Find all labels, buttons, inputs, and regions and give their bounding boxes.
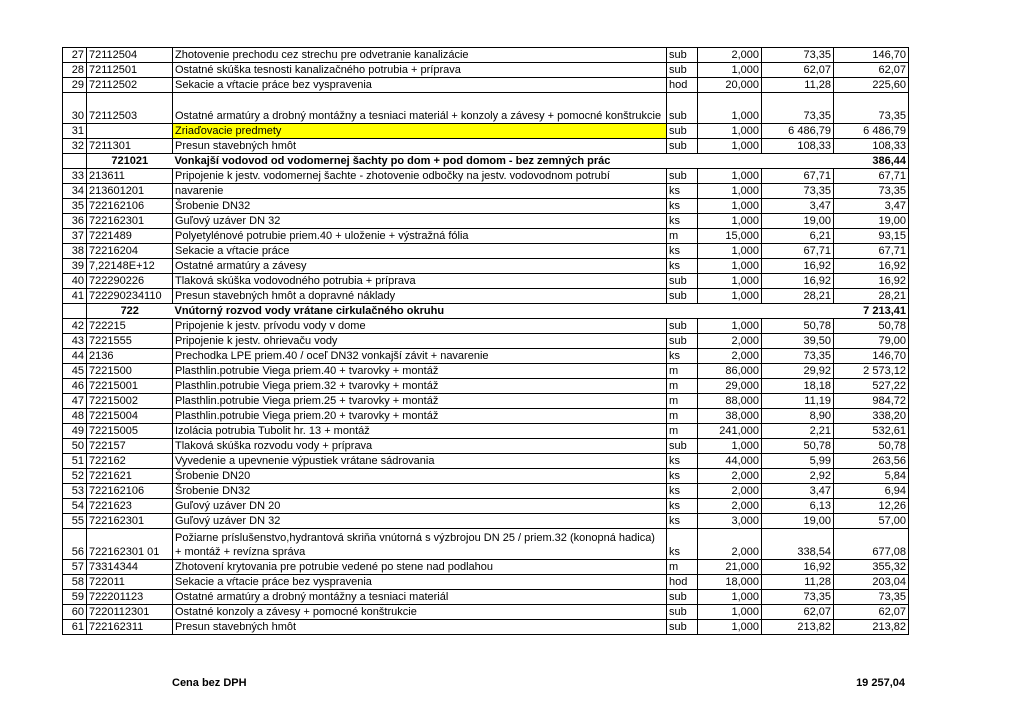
row-index: 29 (63, 78, 87, 93)
row-index: 50 (63, 439, 87, 454)
section-unit (667, 304, 698, 319)
row-index: 56 (63, 529, 87, 560)
item-unit-price: 8,90 (762, 409, 834, 424)
table-row (63, 349, 909, 364)
item-unit-price: 67,71 (762, 169, 834, 184)
table-row (63, 334, 909, 349)
item-unit: sub (667, 605, 698, 620)
section-row (63, 154, 909, 169)
item-unit: m (667, 409, 698, 424)
table-row (63, 560, 909, 575)
item-total: 203,04 (834, 575, 909, 590)
section-code: 721021 (87, 154, 173, 169)
item-quantity: 1,000 (698, 199, 762, 214)
item-unit: ks (667, 244, 698, 259)
row-index: 57 (63, 560, 87, 575)
item-quantity: 2,000 (698, 334, 762, 349)
item-quantity: 1,000 (698, 605, 762, 620)
row-index: 32 (63, 139, 87, 154)
item-unit-price: 2,92 (762, 469, 834, 484)
table-row (63, 605, 909, 620)
item-quantity: 1,000 (698, 139, 762, 154)
item-unit: ks (667, 184, 698, 199)
item-quantity: 241,000 (698, 424, 762, 439)
item-description: Šrobenie DN32 (173, 484, 667, 499)
item-quantity: 1,000 (698, 184, 762, 199)
item-quantity: 2,000 (698, 499, 762, 514)
item-unit-price: 39,50 (762, 334, 834, 349)
item-unit: sub (667, 48, 698, 63)
item-unit-price: 50,78 (762, 439, 834, 454)
section-title: Vnútorný rozvod vody vrátane cirkulačného okruhu (173, 304, 667, 319)
row-index: 41 (63, 289, 87, 304)
section-code: 722 (87, 304, 173, 319)
table-row (63, 424, 909, 439)
row-index: 46 (63, 379, 87, 394)
row-index: 38 (63, 244, 87, 259)
item-total: 73,35 (834, 184, 909, 199)
table-row (63, 63, 909, 78)
row-index: 27 (63, 48, 87, 63)
item-quantity: 20,000 (698, 78, 762, 93)
row-index: 37 (63, 229, 87, 244)
item-description: Šrobenie DN32 (173, 199, 667, 214)
item-description: navarenie (173, 184, 667, 199)
item-description: Zhotovení krytovania pre potrubie vedené po stene nad podlahou (173, 560, 667, 575)
item-total: 67,71 (834, 244, 909, 259)
table-row (63, 319, 909, 334)
item-unit-price: 6,13 (762, 499, 834, 514)
item-unit-price: 73,35 (762, 590, 834, 605)
row-index: 35 (63, 199, 87, 214)
item-code (87, 124, 173, 139)
item-code: 72112503 (87, 93, 173, 124)
item-description: Ostatné konzoly a závesy + pomocné konštrukcie (173, 605, 667, 620)
item-description: Ostatné armatúry a závesy (173, 259, 667, 274)
row-index: 28 (63, 63, 87, 78)
item-total: 6,94 (834, 484, 909, 499)
item-description: Ostatné skúška tesnosti kanalizačného potrubia + príprava (173, 63, 667, 78)
item-unit-price: 50,78 (762, 319, 834, 334)
item-quantity: 18,000 (698, 575, 762, 590)
item-code: 722162106 (87, 484, 173, 499)
row-index: 30 (63, 93, 87, 124)
item-unit: ks (667, 214, 698, 229)
table-row (63, 229, 909, 244)
table-row (63, 469, 909, 484)
item-quantity: 1,000 (698, 620, 762, 635)
item-total: 263,56 (834, 454, 909, 469)
item-code: 72112502 (87, 78, 173, 93)
row-index: 44 (63, 349, 87, 364)
item-quantity: 1,000 (698, 93, 762, 124)
item-quantity: 2,000 (698, 48, 762, 63)
section-row (63, 304, 909, 319)
row-index: 45 (63, 364, 87, 379)
item-total: 73,35 (834, 590, 909, 605)
table-row (63, 409, 909, 424)
item-unit: sub (667, 334, 698, 349)
row-index: 48 (63, 409, 87, 424)
item-unit: sub (667, 620, 698, 635)
item-code: 72112501 (87, 63, 173, 78)
item-total: 355,32 (834, 560, 909, 575)
section-index (63, 154, 87, 169)
item-total: 19,00 (834, 214, 909, 229)
section-title: Vonkajší vodovod od vodomernej šachty po dom + pod domom - bez zemných prác (173, 154, 667, 169)
table-row (63, 499, 909, 514)
item-code: 7221555 (87, 334, 173, 349)
row-index: 33 (63, 169, 87, 184)
item-total: 50,78 (834, 319, 909, 334)
item-unit: m (667, 229, 698, 244)
item-unit-price: 18,18 (762, 379, 834, 394)
table-row (63, 274, 909, 289)
item-total: 2 573,12 (834, 364, 909, 379)
table-row (63, 590, 909, 605)
item-unit: m (667, 560, 698, 575)
item-unit-price: 3,47 (762, 484, 834, 499)
item-total: 532,61 (834, 424, 909, 439)
item-unit: sub (667, 439, 698, 454)
item-unit: sub (667, 319, 698, 334)
row-index: 43 (63, 334, 87, 349)
item-unit: ks (667, 529, 698, 560)
item-total: 57,00 (834, 514, 909, 529)
item-description: Tlaková skúška rozvodu vody + príprava (173, 439, 667, 454)
row-index: 53 (63, 484, 87, 499)
item-unit-price: 6,21 (762, 229, 834, 244)
item-total: 62,07 (834, 605, 909, 620)
item-quantity: 1,000 (698, 63, 762, 78)
item-total: 677,08 (834, 529, 909, 560)
item-unit: ks (667, 199, 698, 214)
item-unit-price: 29,92 (762, 364, 834, 379)
item-description: Tlaková skúška vodovodného potrubia + príprava (173, 274, 667, 289)
row-index: 49 (63, 424, 87, 439)
item-quantity: 1,000 (698, 274, 762, 289)
item-unit-price: 73,35 (762, 93, 834, 124)
table-row (63, 124, 909, 139)
item-unit: hod (667, 78, 698, 93)
row-index: 51 (63, 454, 87, 469)
section-price (762, 304, 834, 319)
row-index: 60 (63, 605, 87, 620)
item-total: 6 486,79 (834, 124, 909, 139)
item-unit-price: 5,99 (762, 454, 834, 469)
item-code: 722162301 01 (87, 529, 173, 560)
row-index: 39 (63, 259, 87, 274)
item-unit-price: 16,92 (762, 274, 834, 289)
item-unit: sub (667, 93, 698, 124)
item-total: 93,15 (834, 229, 909, 244)
item-description: Sekacie a vŕtacie práce (173, 244, 667, 259)
row-index: 40 (63, 274, 87, 289)
item-quantity: 2,000 (698, 349, 762, 364)
item-total: 108,33 (834, 139, 909, 154)
item-code: 722215 (87, 319, 173, 334)
row-index: 52 (63, 469, 87, 484)
item-unit-price: 11,19 (762, 394, 834, 409)
item-code: 7220112301 (87, 605, 173, 620)
item-code: 722162106 (87, 199, 173, 214)
item-unit: sub (667, 274, 698, 289)
item-total: 225,60 (834, 78, 909, 93)
item-unit-price: 19,00 (762, 514, 834, 529)
item-code: 7221623 (87, 499, 173, 514)
item-unit: m (667, 394, 698, 409)
table-row (63, 620, 909, 635)
item-description: Presun stavebných hmôt a dopravné náklady (173, 289, 667, 304)
item-code: 722162301 (87, 214, 173, 229)
item-description: Vyvedenie a upevnenie výpustiek vrátane sádrovania (173, 454, 667, 469)
item-unit-price: 11,28 (762, 78, 834, 93)
item-code: 72215005 (87, 424, 173, 439)
table-row (63, 244, 909, 259)
price-without-vat-label: Cena bez DPH (172, 677, 247, 689)
table-row (63, 214, 909, 229)
item-code: 722162311 (87, 620, 173, 635)
item-unit: hod (667, 575, 698, 590)
item-quantity: 21,000 (698, 560, 762, 575)
item-description: Zriaďovacie predmety (173, 124, 667, 139)
item-code: 7221621 (87, 469, 173, 484)
item-unit: ks (667, 469, 698, 484)
item-description: Polyetylénové potrubie priem.40 + uloženie + výstražná fólia (173, 229, 667, 244)
item-description: Prechodka LPE priem.40 / oceľ DN32 vonkajší závit + navarenie (173, 349, 667, 364)
item-unit-price: 28,21 (762, 289, 834, 304)
item-total: 527,22 (834, 379, 909, 394)
item-total: 67,71 (834, 169, 909, 184)
item-code: 722290226 (87, 274, 173, 289)
item-total: 79,00 (834, 334, 909, 349)
item-code: 722011 (87, 575, 173, 590)
item-code: 72216204 (87, 244, 173, 259)
item-unit: sub (667, 289, 698, 304)
item-quantity: 3,000 (698, 514, 762, 529)
item-unit-price: 19,00 (762, 214, 834, 229)
item-description: Plasthlin.potrubie Viega priem.25 + tvarovky + montáž (173, 394, 667, 409)
table-row (63, 289, 909, 304)
item-description: Zhotovenie prechodu cez strechu pre odvetranie kanalizácie (173, 48, 667, 63)
item-quantity: 2,000 (698, 469, 762, 484)
item-code: 72215004 (87, 409, 173, 424)
row-index: 47 (63, 394, 87, 409)
item-code: 7211301 (87, 139, 173, 154)
row-index: 58 (63, 575, 87, 590)
item-unit-price: 11,28 (762, 575, 834, 590)
item-unit-price: 16,92 (762, 560, 834, 575)
item-unit: ks (667, 499, 698, 514)
item-code: 72215002 (87, 394, 173, 409)
item-unit: m (667, 424, 698, 439)
item-code: 213611 (87, 169, 173, 184)
item-description: Plasthlin.potrubie Viega priem.32 + tvarovky + montáž (173, 379, 667, 394)
table-row (63, 379, 909, 394)
section-index (63, 304, 87, 319)
item-code: 7221489 (87, 229, 173, 244)
item-total: 28,21 (834, 289, 909, 304)
item-unit-price: 62,07 (762, 63, 834, 78)
row-index: 42 (63, 319, 87, 334)
item-total: 62,07 (834, 63, 909, 78)
item-description: Guľový uzáver DN 20 (173, 499, 667, 514)
table-row (63, 394, 909, 409)
table-row (63, 78, 909, 93)
table-row (63, 575, 909, 590)
item-description: Guľový uzáver DN 32 (173, 514, 667, 529)
row-index: 31 (63, 124, 87, 139)
item-quantity: 2,000 (698, 484, 762, 499)
item-quantity: 2,000 (698, 529, 762, 560)
item-quantity: 1,000 (698, 590, 762, 605)
item-unit: ks (667, 349, 698, 364)
item-unit-price: 6 486,79 (762, 124, 834, 139)
price-without-vat-value: 19 257,04 (856, 677, 905, 689)
item-code: 7221500 (87, 364, 173, 379)
item-code: 722157 (87, 439, 173, 454)
item-code: 722290234110 (87, 289, 173, 304)
row-index: 55 (63, 514, 87, 529)
item-quantity: 1,000 (698, 244, 762, 259)
item-description: Plasthlin.potrubie Viega priem.40 + tvarovky + montáž (173, 364, 667, 379)
item-unit: ks (667, 259, 698, 274)
item-code: 2136 (87, 349, 173, 364)
item-unit-price: 73,35 (762, 184, 834, 199)
item-unit: m (667, 379, 698, 394)
table-row (63, 199, 909, 214)
item-description: Pripojenie k jestv. ohrievaču vody (173, 334, 667, 349)
item-unit: sub (667, 124, 698, 139)
item-unit-price: 73,35 (762, 349, 834, 364)
row-index: 36 (63, 214, 87, 229)
item-unit-price: 338,54 (762, 529, 834, 560)
item-unit-price: 16,92 (762, 259, 834, 274)
item-unit-price: 67,71 (762, 244, 834, 259)
item-description: Pripojenie k jestv. prívodu vody v dome (173, 319, 667, 334)
table-row (63, 184, 909, 199)
item-description: Izolácia potrubia Tubolit hr. 13 + montáž (173, 424, 667, 439)
row-index: 59 (63, 590, 87, 605)
table-row (63, 439, 909, 454)
item-description: Pripojenie k jestv. vodomernej šachte - zhotovenie odbočky na jestv. vodovodnom potrubí (173, 169, 667, 184)
item-description: Ostatné armatúry a drobný montážny a tesniaci materiál (173, 590, 667, 605)
table-row (63, 169, 909, 184)
item-total: 73,35 (834, 93, 909, 124)
item-total: 16,92 (834, 259, 909, 274)
item-unit: sub (667, 169, 698, 184)
item-unit: sub (667, 590, 698, 605)
cost-estimate-table (62, 47, 909, 635)
item-description: Ostatné armatúry a drobný montážny a tesniaci materiál + konzoly a závesy + pomocné konštrukcie (173, 93, 667, 124)
item-code: 722162301 (87, 514, 173, 529)
item-quantity: 1,000 (698, 124, 762, 139)
table-row (63, 48, 909, 63)
section-unit (667, 154, 698, 169)
item-quantity: 1,000 (698, 439, 762, 454)
row-index: 61 (63, 620, 87, 635)
table-row (63, 454, 909, 469)
item-unit-price: 3,47 (762, 199, 834, 214)
item-quantity: 1,000 (698, 214, 762, 229)
table-row (63, 139, 909, 154)
item-unit-price: 108,33 (762, 139, 834, 154)
item-unit-price: 2,21 (762, 424, 834, 439)
item-quantity: 1,000 (698, 259, 762, 274)
item-total: 5,84 (834, 469, 909, 484)
row-index: 54 (63, 499, 87, 514)
table-row (63, 529, 909, 560)
item-quantity: 44,000 (698, 454, 762, 469)
item-total: 213,82 (834, 620, 909, 635)
item-description: Presun stavebných hmôt (173, 139, 667, 154)
item-quantity: 15,000 (698, 229, 762, 244)
item-code: 73314344 (87, 560, 173, 575)
item-unit-price: 73,35 (762, 48, 834, 63)
item-description: Plasthlin.potrubie Viega priem.20 + tvarovky + montáž (173, 409, 667, 424)
item-quantity: 38,000 (698, 409, 762, 424)
item-unit: sub (667, 139, 698, 154)
table-row (63, 514, 909, 529)
table-row (63, 259, 909, 274)
item-total: 984,72 (834, 394, 909, 409)
item-unit-price: 213,82 (762, 620, 834, 635)
item-quantity: 86,000 (698, 364, 762, 379)
section-total: 386,44 (834, 154, 909, 169)
item-code: 722201123 (87, 590, 173, 605)
item-code: 213601201 (87, 184, 173, 199)
item-quantity: 1,000 (698, 319, 762, 334)
item-unit-price: 62,07 (762, 605, 834, 620)
item-description: Sekacie a vŕtacie práce bez vyspravenia (173, 575, 667, 590)
item-unit: m (667, 364, 698, 379)
item-description: Guľový uzáver DN 32 (173, 214, 667, 229)
item-description: Šrobenie DN20 (173, 469, 667, 484)
item-total: 50,78 (834, 439, 909, 454)
item-description: Požiarne príslušenstvo,hydrantová skriňa vnútorná s výzbrojou DN 25 / priem.32 (konopná hadica) + montáž + revízna správa (173, 529, 667, 560)
item-quantity: 29,000 (698, 379, 762, 394)
item-unit: sub (667, 63, 698, 78)
item-total: 3,47 (834, 199, 909, 214)
item-code: 722162 (87, 454, 173, 469)
item-code: 72215001 (87, 379, 173, 394)
item-quantity: 1,000 (698, 289, 762, 304)
item-code: 7,22148E+12 (87, 259, 173, 274)
item-unit: ks (667, 514, 698, 529)
row-index: 34 (63, 184, 87, 199)
item-unit: ks (667, 484, 698, 499)
section-qty (698, 154, 762, 169)
item-total: 146,70 (834, 349, 909, 364)
section-price (762, 154, 834, 169)
item-unit: ks (667, 454, 698, 469)
item-quantity: 1,000 (698, 169, 762, 184)
item-total: 338,20 (834, 409, 909, 424)
table-row (63, 364, 909, 379)
table-row (63, 93, 909, 124)
item-code: 72112504 (87, 48, 173, 63)
item-description: Presun stavebných hmôt (173, 620, 667, 635)
item-total: 146,70 (834, 48, 909, 63)
item-quantity: 88,000 (698, 394, 762, 409)
item-total: 12,26 (834, 499, 909, 514)
item-description: Sekacie a vŕtacie práce bez vyspravenia (173, 78, 667, 93)
table-row (63, 484, 909, 499)
item-total: 16,92 (834, 274, 909, 289)
section-total: 7 213,41 (834, 304, 909, 319)
section-qty (698, 304, 762, 319)
